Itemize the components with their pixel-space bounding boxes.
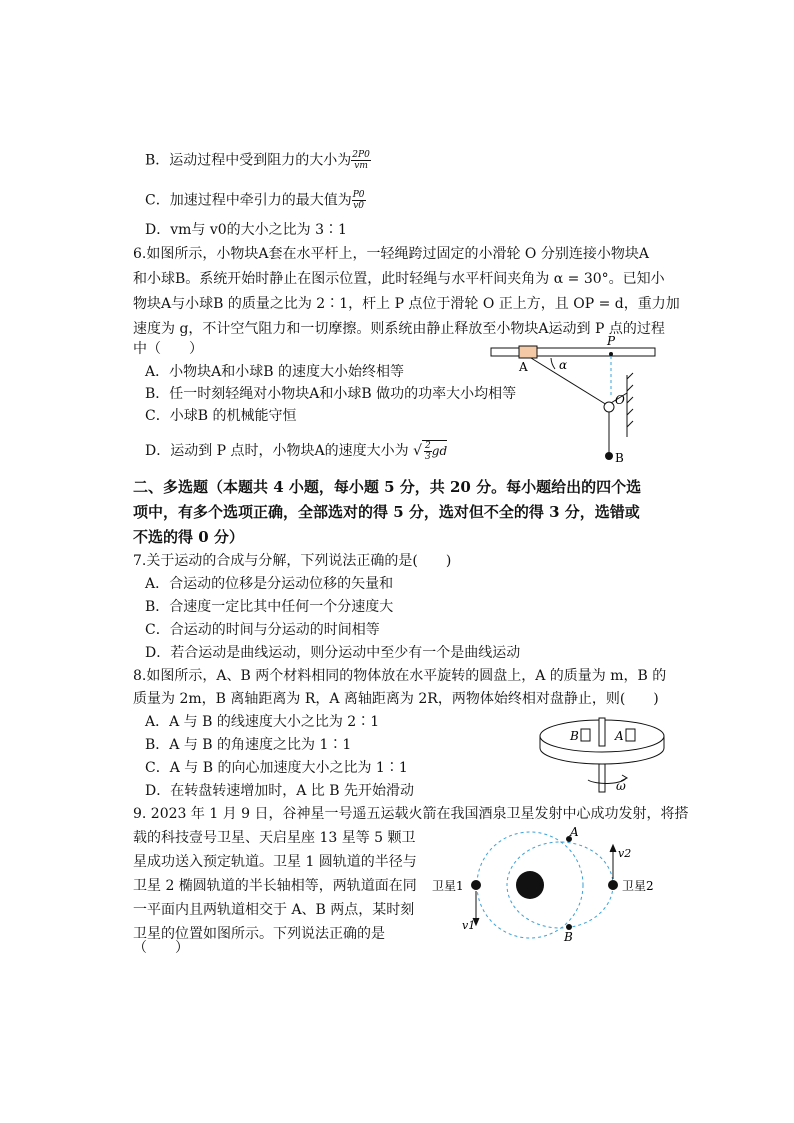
horizontal-rod	[491, 348, 655, 356]
label-v1: v1	[462, 919, 476, 932]
label-b: B	[570, 729, 579, 743]
q6-stem-line2: 和小球B。系统开始时静止在图示位置，此时轻绳与水平杆间夹角为 α = 30°。已知小	[133, 271, 665, 287]
q6-stem-line3: 物块A与小球B 的质量之比为 2∶1，杆上 P 点位于滑轮 O 正上方，且 OP = d，重力加	[133, 296, 680, 312]
q9-stem-line7: （ ）	[133, 940, 189, 956]
q8-option-c: C．A 与 B 的向心加速度大小之比为 1∶1	[145, 760, 408, 776]
q9-stem-line6: 卫星的位置如图所示。下列说法正确的是	[133, 926, 385, 942]
q7-option-d: D．若合运动是曲线运动，则分运动中至少有一个是曲线运动	[145, 645, 521, 661]
q6-pulley-diagram	[485, 335, 665, 470]
label-p: P	[607, 335, 616, 348]
q8-option-b: B．A 与 B 的角速度之比为 1∶1	[145, 737, 352, 753]
axle-top	[599, 718, 605, 746]
satellite-2	[608, 880, 618, 890]
q6-option-b: B．任一时刻轻绳对小物块A和小球B 做功的功率大小均相等	[145, 386, 517, 402]
q9-stem-line2: 载的科技壹号卫星、天启星座 13 星等 5 颗卫	[133, 830, 416, 846]
rope-a-to-o	[531, 358, 607, 405]
q7-stem: 7.关于运动的合成与分解，下列说法正确的是( )	[133, 553, 452, 569]
q8-stem-line1: 8.如图所示，A、B 两个材料相同的物体放在水平旋转的圆盘上，A 的质量为 m，B 的	[133, 668, 667, 684]
q7-option-a: A．合运动的位移是分运动位移的矢量和	[145, 576, 394, 592]
label-omega: ω	[616, 779, 626, 793]
label-o: O	[615, 393, 625, 407]
wall-hatch	[627, 373, 633, 379]
q6-stem-line4: 速度为 g，不计空气阻力和一切摩擦。则系统由静止释放至小物块A运动到 P 点的过程	[133, 321, 665, 337]
section2-heading-line3: 不选的得 0 分）	[133, 528, 244, 546]
q6-stem-line5: 中（ ）	[133, 341, 203, 357]
satellite-1	[471, 880, 481, 890]
q8-option-d: D．在转盘转速增加时，A 比 B 先开始滑动	[145, 783, 414, 799]
block-b	[581, 729, 590, 741]
q6-option-c: C．小球B 的机械能守恒	[145, 408, 297, 424]
block-a	[626, 729, 635, 741]
label-a: A	[570, 825, 579, 839]
q5-c-fraction: $\frac{P0}{v0}$	[352, 190, 365, 211]
section2-heading-line1: 二、多选题（本题共 4 小题，每小题 5 分，共 20 分。每小题给出的四个选	[133, 478, 642, 496]
point-p	[609, 352, 613, 356]
wall-hatch	[627, 409, 633, 415]
wall-hatch	[627, 397, 633, 403]
central-body	[516, 871, 544, 899]
label-b: B	[564, 930, 573, 944]
q5-b-fraction: $\frac{2P0}{vm}$	[352, 150, 370, 171]
q6-option-d: D．运动到 P 点时，小物块A的速度大小为 √ $\frac{2}{3}$ gd	[145, 441, 448, 462]
q8-stem-line2: 质量为 2m，B 离轴距离为 R，A 离轴距离为 2R，两物体始终相对盘静止，则( )	[133, 691, 659, 707]
q6-d-sqrt: √ $\frac{2}{3}$ gd	[413, 441, 448, 462]
q7-option-b: B．合速度一定比其中任何一个分速度大	[145, 599, 394, 615]
label-a: A	[615, 729, 624, 743]
label-v2: v2	[618, 847, 632, 860]
label-satellite-1: 卫星1	[432, 879, 464, 893]
pulley-o	[604, 402, 614, 412]
q9-stem-line3: 星成功送入预定轨道。卫星 1 圆轨道的半径与	[133, 854, 417, 870]
axle-bottom	[599, 764, 605, 792]
q9-stem-line5: 一平面内且两轨道相交于 A、B 两点，某时刻	[133, 902, 415, 918]
q6-stem-line1: 6.如图所示，小物块A套在水平杆上，一轻绳跨过固定的小滑轮 O 分别连接小物块A	[133, 246, 649, 262]
q5-option-d: D．vm与 v0的大小之比为 3∶1	[145, 222, 347, 238]
ball-b	[605, 452, 613, 460]
label-a: A	[519, 360, 528, 374]
block-a	[519, 346, 537, 358]
label-satellite-2: 卫星2	[622, 879, 654, 893]
q8-option-a: A．A 与 B 的线速度大小之比为 2∶1	[145, 714, 380, 730]
q9-orbit-diagram	[430, 825, 680, 945]
q5-option-b: B．运动过程中受到阻力的大小为 $\frac{2P0}{vm}$	[145, 150, 370, 171]
q5-option-c: C．加速过程中牵引力的最大值为 $\frac{P0}{v0}$	[145, 190, 365, 211]
v2-arrowhead	[610, 845, 616, 852]
wall-hatch	[627, 421, 633, 427]
q9-stem-line4: 卫星 2 椭圆轨道的半长轴相等，两轨道面在同	[133, 878, 417, 894]
q8-turntable-diagram	[530, 712, 675, 804]
q6-option-a: A．小物块A和小球B 的速度大小始终相等	[145, 364, 404, 380]
q7-option-c: C．合运动的时间与分运动的时间相等	[145, 622, 380, 638]
section2-heading-line2: 项中，有多个选项正确，全部选对的得 5 分，选对但不全的得 3 分，选错或	[133, 503, 640, 521]
label-alpha: α	[559, 358, 568, 372]
wall-hatch	[627, 385, 633, 391]
q9-stem-line1: 9. 2023 年 1 月 9 日，谷神星一号遥五运载火箭在我国酒泉卫星发射中心成功发射，将搭	[133, 806, 689, 822]
angle-arc	[551, 358, 555, 369]
label-b: B	[615, 451, 624, 465]
